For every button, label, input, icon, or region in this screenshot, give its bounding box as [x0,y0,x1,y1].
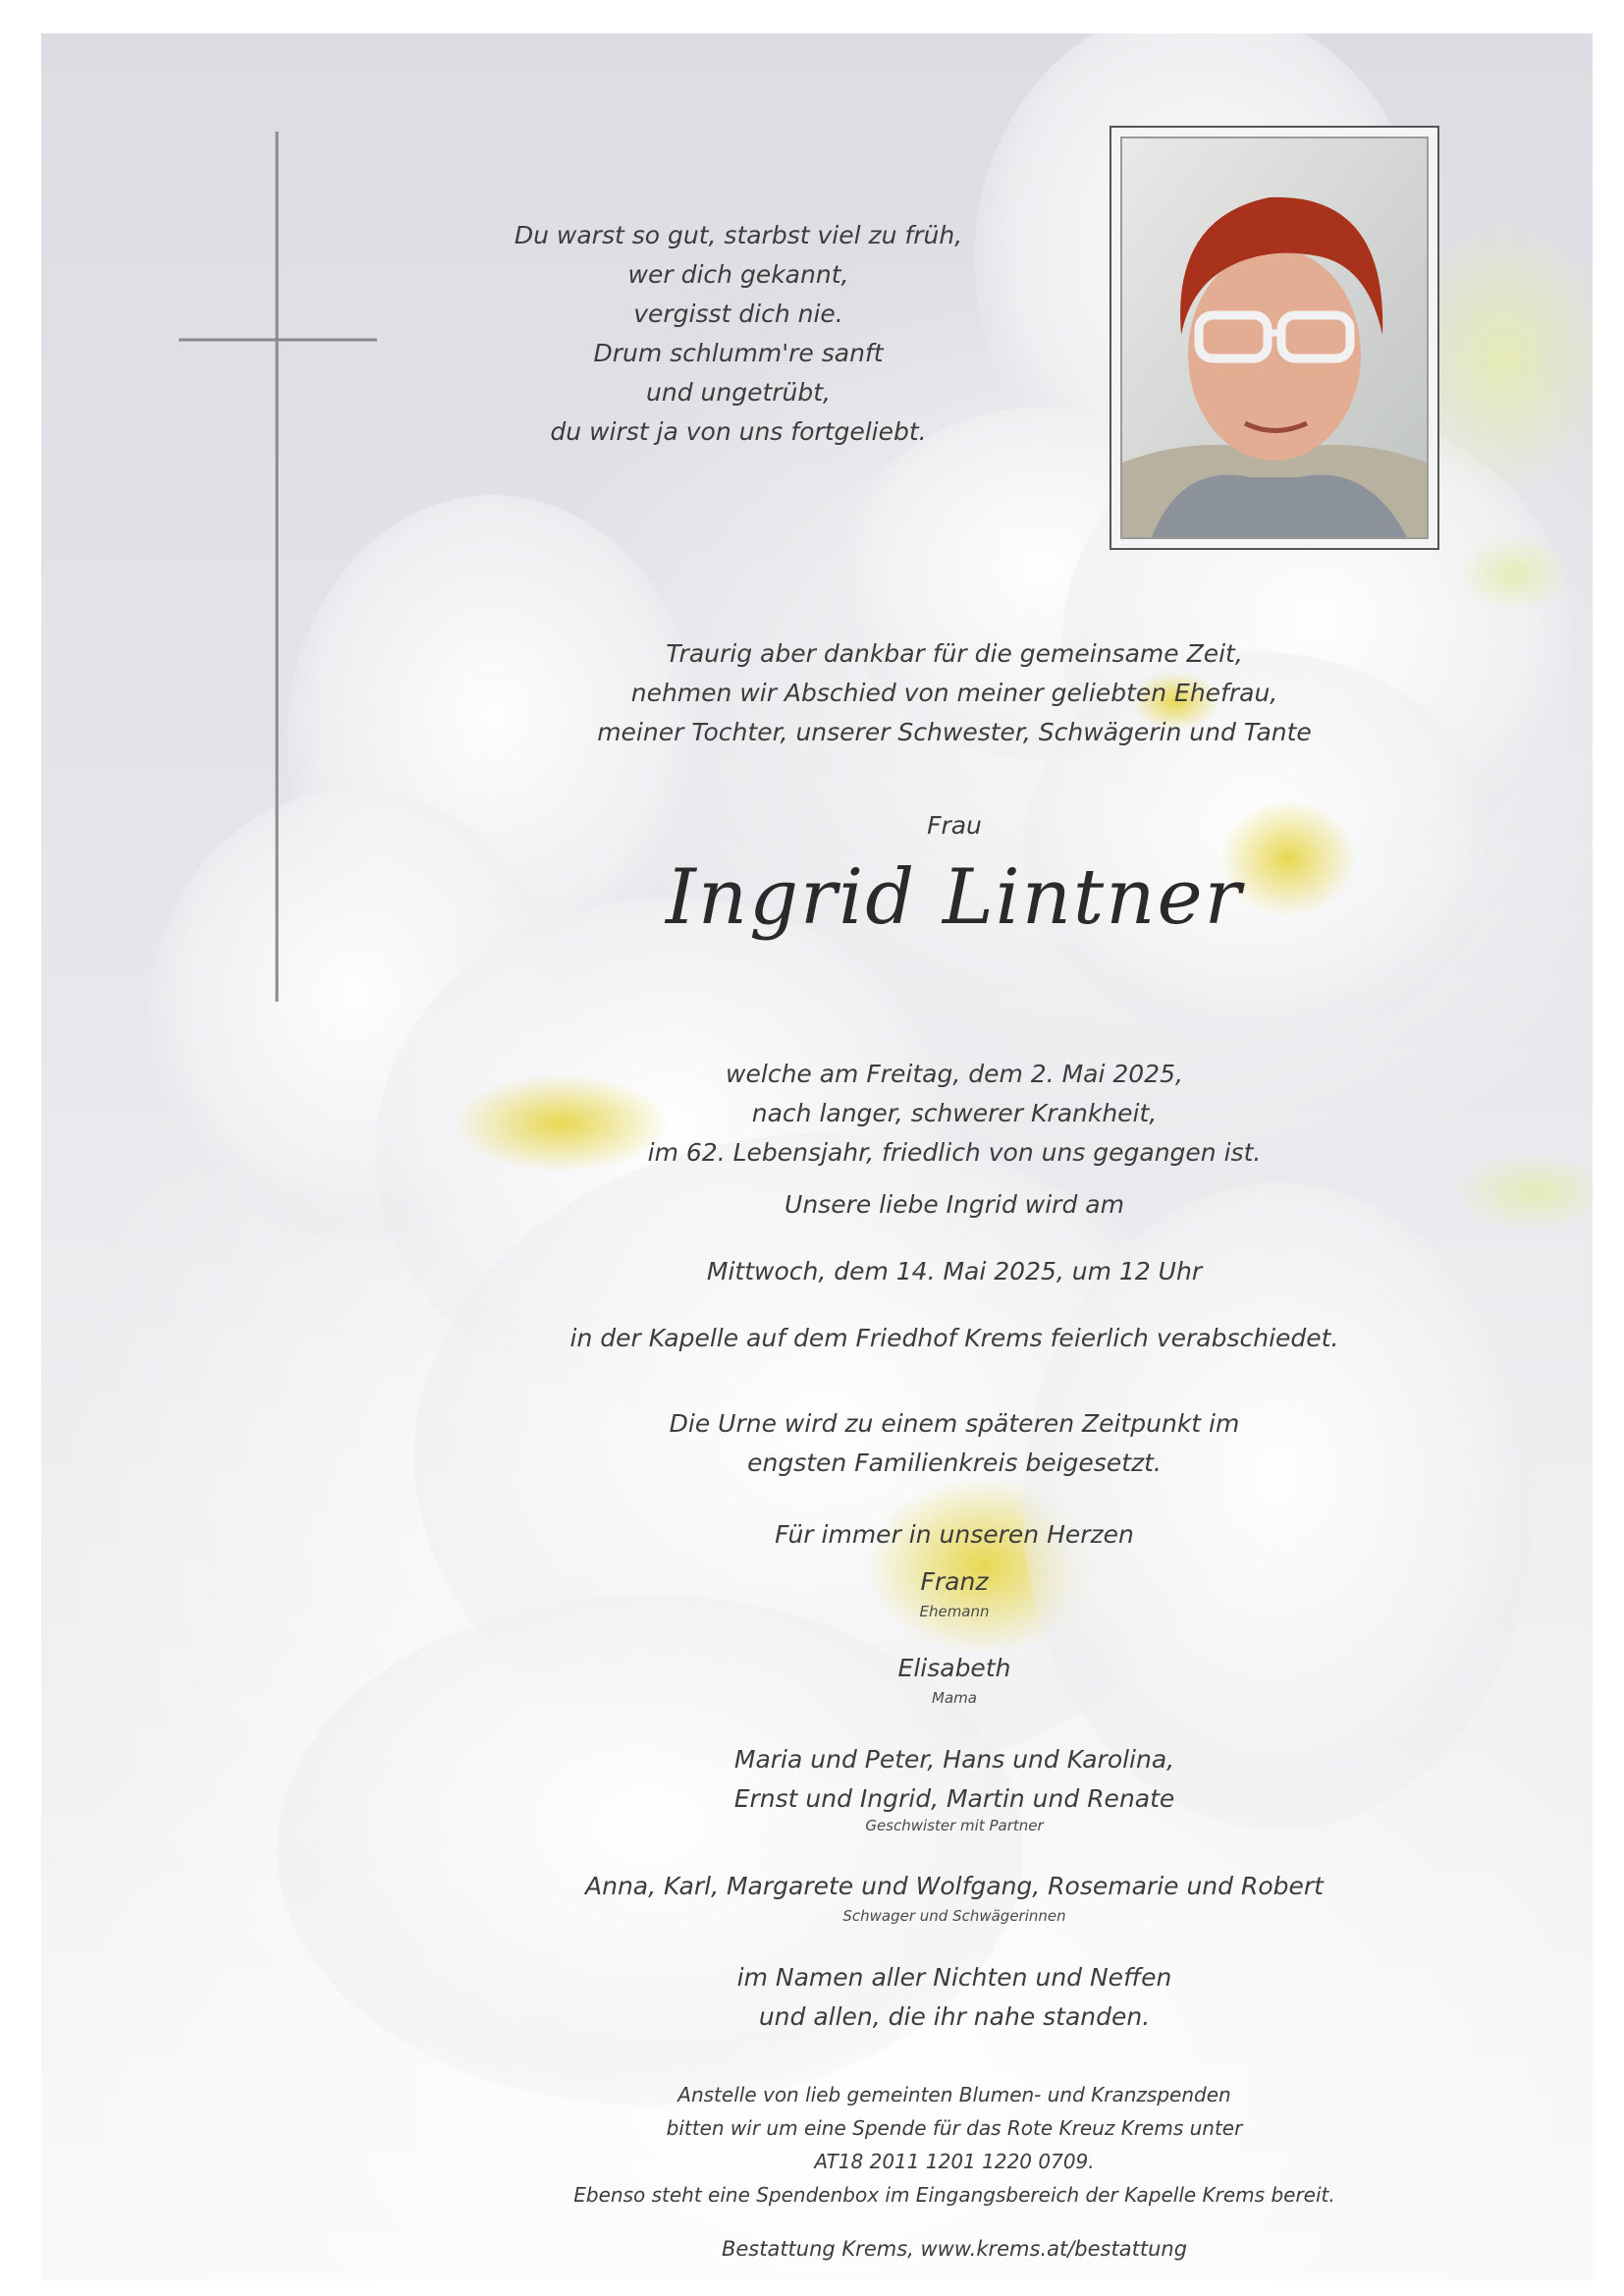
death-notice-line: welche am Freitag, dem 2. Mai 2025, [726,1060,1183,1088]
urn-notice [434,1404,1475,1483]
closing-line: im Namen aller Nichten und Neffen [736,1963,1172,1992]
farewell-date: Mittwoch, dem 14. Mai 2025, um 12 Uhr [706,1257,1203,1285]
mourner-relation: Geschwister mit Partner [865,1817,1044,1834]
mourner-name: Anna, Karl, Margarete und Wolfgang, Rosemarie und Robert [585,1872,1324,1900]
salutation: Frau [927,811,982,840]
cross-icon [41,33,434,1015]
donation-note [434,2078,1475,2212]
portrait-photo [1120,137,1429,539]
death-notice-line: im 62. Lebensjahr, friedlich von uns gegangen ist. [647,1138,1262,1167]
death-notice [532,1055,1377,1173]
poem-line: und ungetrübt, [646,378,831,407]
obituary-card [41,33,1593,2280]
mourner-name: Franz [920,1567,989,1596]
farewell-place: in der Kapelle auf dem Friedhof Krems feierlich verabschiedet. [569,1324,1339,1352]
poem-line: Du warst so gut, starbst viel zu früh, [514,221,963,249]
donation-line: bitten wir um eine Spende für das Rote Kreuz Krems unter [666,2116,1243,2140]
poem-line: Drum schlumm're sanft [593,339,884,367]
mourner-group [434,1740,1475,1819]
poem-line: vergisst dich nie. [633,300,843,328]
poem [463,216,1013,452]
donation-line: Anstelle von lieb gemeinten Blumen- und Kranzspenden [677,2083,1231,2106]
farewell-intro [463,634,1445,752]
donation-line: Ebenso steht eine Spendenbox im Eingangsbereich der Kapelle Krems bereit. [573,2183,1335,2207]
portrait-photo-frame [1110,126,1439,550]
intro-line: meiner Tochter, unserer Schwester, Schwägerin und Tante [597,718,1312,746]
mourner-name: Maria und Peter, Hans und Karolina, [733,1745,1175,1774]
intro-line: nehmen wir Abschied von meiner geliebten Ehefrau, [630,679,1278,707]
mourners-closing [434,1958,1475,2037]
mourner-relation: Mama [932,1689,977,1707]
mourner-name: Elisabeth [897,1654,1011,1682]
poem-line: wer dich gekannt, [627,260,849,289]
farewell-intro-line: Unsere liebe Ingrid wird am [785,1190,1124,1219]
mourner-relation: Schwager und Schwägerinnen [842,1907,1066,1925]
donation-line: AT18 2011 1201 1220 0709. [814,2150,1095,2173]
closing-line: und allen, die ihr nahe standen. [758,2002,1151,2031]
mourner-name: Ernst und Ingrid, Martin und Renate [733,1784,1175,1813]
intro-line: Traurig aber dankbar für die gemeinsame Zeit, [666,639,1243,668]
mourner-relation: Ehemann [919,1603,990,1620]
mourners-heading: Für immer in unseren Herzen [775,1520,1134,1549]
death-notice-line: nach langer, schwerer Krankheit, [751,1099,1158,1127]
funeral-home-footer: Bestattung Krems, www.krems.at/bestattung [721,2237,1188,2261]
deceased-name: Ingrid Lintner [666,853,1243,942]
urn-line: Die Urne wird zu einem späteren Zeitpunkt im [669,1409,1240,1438]
urn-line: engsten Familienkreis beigesetzt. [747,1449,1162,1477]
poem-line: du wirst ja von uns fortgeliebt. [550,417,927,446]
